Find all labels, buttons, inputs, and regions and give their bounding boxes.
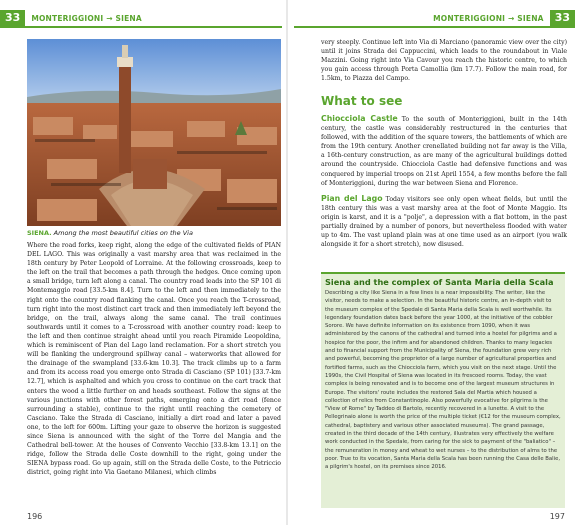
caption-text: Among the most beautiful cities on the Via [51,229,193,237]
chiocciola-castle-entry [321,114,567,188]
entry-text: Today visitors see only open wheat fields, but until the 18th century this was a vast marshy area at the foot of Monte Maggio. Its origin is karst, and it is a "polje", a depression with a flat bottom, in the past partially drained by a number of ponors, but nevertheless flooded with water up to 4m. The vast upland plain was at one time used as an airport (you walk alongside it for a short stretch), now disused. [321,196,567,249]
chapter-number-badge: 33 [0,10,25,26]
entry-title: Pian del Lago [321,194,383,203]
running-header [294,10,575,28]
caption-label: SIENA. [27,229,52,237]
entry-text: To the south of Monteriggioni, built in the 14th century, the castle was considerably restructured in the centuries that followed, with the addition of the square towers, the battlements of which are from the 19th century. Another crenellated building not far away is the Villa, a 16th-century construction, as are many of the agricultural buildings dotted around the countryside. Chiocciola Castle had defensive functions and was conquered by imperial troops on 21st April 1554, a few months before the fall of Monteriggioni, during the war between Siena and Florence. [321,116,567,187]
page-number: 197 [549,512,565,521]
santa-maria-della-scala-box [321,272,565,508]
route-continuation: very steeply. Continue left into Via di Marciano (panoramic view over the city) until it joins Strada dei Cappuccini, which leads to the roundabout in Viale Mazzini. Going right into Via Cavour you reach the historic centre, to which you gain access through Porta Camollia (km 17.7). Follow the main road, for 1.5km, to Piazza del Campo. [321,39,567,83]
entry-title: Chiocciola Castle [321,114,398,123]
route-description: Where the road forks, keep right, along the edge of the cultivated fields of PIAN DEL LAGO. This was originally a vast marshy area that was reclaimed in the 18th century by Peter Leopold of Lorraine. At the following crossroads, keep to the left on the trail that becomes a path through the hedges. Once coming upon a small bridge, turn left along a canal. The country road leads into the SP 101 di Montemaggio road [33.5-km 8.4]. Turn to the left and then immediately to the right onto the country road flanking the canal. Once you reach the T-crossroad, turn right into the most distinct cart track and then immediately left beyond the bridge, on the trail, always along the same canal. The trail continues southwards until it comes to a T-crossroad with another country road: keep to the left and then continue straight ahead until you reach Piramide Leopoldina, which is reminiscent of Pian del Lago land reclamation. For a short stretch you will be flanking the underground spillway canal – waterworks that allowed for the drainage of the swampland [33.6-km 10.3]. The track climbs up to a farm and from its access road you emerge onto Strada di Casciano (SP 101) [33.7-km 12.7], which is asphalted and which you cross to continue on the cart track that enters the wood a little further on and heads southeast. Follow the signs at the various junctions with other forest paths, emerging onto a dirt road (fence surrounding a stable), continue to the right until reaching the cemetery of Casciano. Take the Strada di Casciano, initially a dirt road and later a paved one, to the left for 600m. Lifting your gaze to observe the horizon is suggested since Siena is announced with the sight of the Torre del Mangia and the Cathedral bell-tower. At the houses of Convento Vecchio [33.8-km 13.1] on the ridge, follow the Strada delle Coste downhill to the right, going under the SIENA bypass road. Go up again, still on the Strada delle Coste, to the Petriccio district, going right into Via Gaetano Milanesi, which climbs [27,242,281,477]
pian-del-lago-entry [321,194,567,250]
right-page [288,0,575,525]
page-number: 196 [27,512,43,521]
route-title: MONTERIGGIONI → SIENA [31,13,142,23]
route-title: MONTERIGGIONI → SIENA [433,13,544,23]
section-heading: What to see [321,94,403,108]
box-text: Describing a city like Siena in a few lines is a near impossibility. The writer, like the visitor, needs to make a selection. In the beautiful historic centre, an in-depth visit to the museum complex of the Spedale di Santa Maria della Scala is well worthwhile. Its legendary foundation dates back before the year 1000, at the initiative of the cobbler Sorore. We have definite information on its existence from 1090, when it was administered by the canons of the cathedral and turned into a hostel for pilgrims and a hospice for the poor, the infirm and for abandoned children. Thanks to many legacies and to financial support from the Municipality of Siena, the foundation grew very rich and powerful, becoming the proprietor of a large number of agricultural properties and fortified farms, such as the Chiocciola farm, which you visit on the next stage. Until the 1990s, the Civil Hospital of Siena was located in its frescoed rooms. Today, the vast complex is being renovated and is to become one of the largest museum structures in Europe. The visitors' route includes the restored Sala del Martia which housed a collection of relics from Constantinople. Also powerfully evocative for pilgrims is the "View of Rome" by Taddeo di Bartolo, recently recovered in a lunette. A visit to the Pellegrinaio alone is worth the price of the multiple ticket (€12 for the museum complex, cathedral, baptistery and various other associated museums). The grand passage, created in the third decade of the 14th century, illustrates very effectively the welfare work conducted in the Spedale, from caring for the sick to payment of the "baliatico" – the remuneration in money and wheat to wet nurses – to the distribution of alms to the poor. True to its vocation, Santa Maria della Scala has been running the Casa delle Balie, a pilgrim's hostel, on its premises since 2016. [325,290,561,471]
left-page [0,0,287,525]
running-header [0,10,282,28]
box-title: Siena and the complex of Santa Maria della Scala [325,277,554,287]
siena-cityscape-image [27,39,281,226]
photo-caption [27,229,193,237]
siena-photo [27,39,281,226]
chapter-number-badge: 33 [550,10,575,26]
